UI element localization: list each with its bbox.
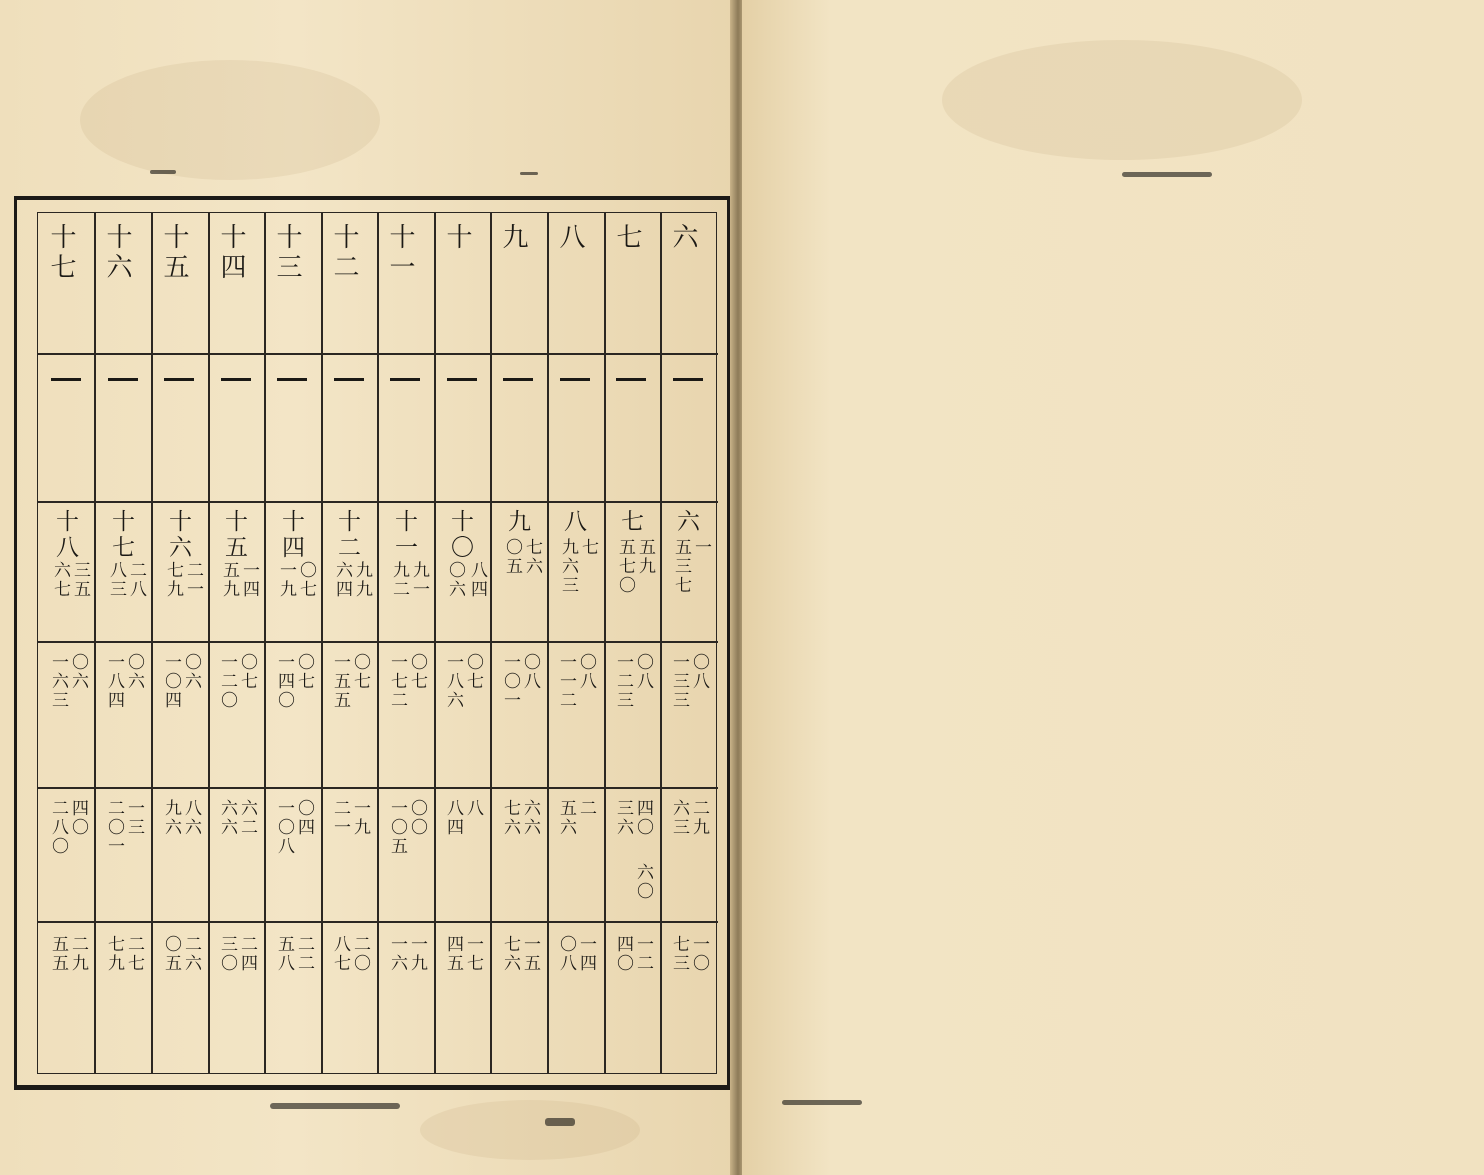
row2-mark	[277, 378, 307, 381]
row3-top: 九	[504, 509, 530, 535]
header-10: 十	[442, 223, 472, 253]
row4-b: 〇八	[689, 653, 709, 691]
header-9: 九	[498, 223, 528, 253]
row4-b: 〇七	[237, 653, 257, 691]
row3-b: 三五	[70, 561, 90, 599]
row3-a: 五九	[219, 561, 239, 599]
row6-b: 二四	[237, 935, 257, 973]
row5-a: 六六	[217, 799, 237, 837]
row3-b: 九九	[352, 561, 372, 599]
row4-b: 〇八	[520, 653, 540, 691]
row4-a: 一七二	[387, 653, 407, 710]
row5-b: 六六	[520, 799, 540, 837]
row6-a: 三〇	[217, 935, 237, 973]
row6-a: 五五	[48, 935, 68, 973]
row5-b: 六二	[237, 799, 257, 837]
row4-a: 一四〇	[274, 653, 294, 710]
header-11: 十一	[385, 223, 415, 283]
row4-a: 一五五	[330, 653, 350, 710]
row3-a: 九二	[389, 561, 409, 599]
row2-mark	[334, 378, 364, 381]
row4-a: 一〇四	[161, 653, 181, 710]
row6-b: 二二	[294, 935, 314, 973]
row5-b: 八	[463, 799, 483, 818]
row2-mark	[447, 378, 477, 381]
row2-mark	[616, 378, 646, 381]
row4-a: 一八六	[443, 653, 463, 710]
row5-a: 六三	[669, 799, 689, 837]
row2-mark	[164, 378, 194, 381]
row2-mark	[108, 378, 138, 381]
row5-a: 八四	[443, 799, 463, 837]
row6-b: 一四	[576, 935, 596, 973]
row4-b: 〇七	[407, 653, 427, 691]
left-table	[37, 212, 717, 1074]
row6-b: 一二	[633, 935, 653, 973]
row3-top: 八	[560, 509, 586, 535]
row3-top: 十一	[391, 509, 417, 561]
row5-b: 一九	[350, 799, 370, 837]
row6-a: 一六	[387, 935, 407, 973]
row2-mark	[503, 378, 533, 381]
row6-a: 八七	[330, 935, 350, 973]
row4-a: 一六三	[48, 653, 68, 710]
row6-b: 二七	[124, 935, 144, 973]
row4-b: 〇八	[633, 653, 653, 691]
row3-a: 五七〇	[615, 538, 635, 595]
row6-a: 〇八	[556, 935, 576, 973]
row4-b: 〇七	[350, 653, 370, 691]
row5-b: 八六	[181, 799, 201, 837]
row4-a: 一一二	[556, 653, 576, 710]
row6-b: 二六	[181, 935, 201, 973]
row5-a: 二一	[330, 799, 350, 837]
row5-b: 四〇	[633, 799, 653, 837]
row5-a: 三六	[613, 799, 633, 837]
row3-top: 十八	[52, 509, 78, 561]
row3-b: 九一	[409, 561, 429, 599]
row5-b: 二	[576, 799, 596, 818]
row3-top: 十五	[221, 509, 247, 561]
row5-extra: 六〇	[633, 863, 653, 901]
row6-b: 一七	[463, 935, 483, 973]
row5-a: 二八〇	[48, 799, 68, 856]
row4-a: 一〇一	[500, 653, 520, 710]
row2-mark	[560, 378, 590, 381]
row6-a: 七六	[500, 935, 520, 973]
row6-a: 四〇	[613, 935, 633, 973]
row5-b: 二九	[689, 799, 709, 837]
header-7: 七	[612, 223, 642, 253]
row5-a: 一〇八	[274, 799, 294, 856]
row5-b: 一三	[124, 799, 144, 837]
row6-a: 〇五	[161, 935, 181, 973]
header-12: 十二	[329, 223, 359, 283]
row3-a: 六七	[50, 561, 70, 599]
row2-mark	[673, 378, 703, 381]
row6-a: 七九	[104, 935, 124, 973]
row6-a: 五八	[274, 935, 294, 973]
row3-b: 八四	[467, 561, 487, 599]
row6-b: 二〇	[350, 935, 370, 973]
row5-a: 五六	[556, 799, 576, 837]
row3-top: 十七	[108, 509, 134, 561]
row2-mark	[221, 378, 251, 381]
row3-a: 〇五	[502, 538, 522, 576]
row3-b: 〇七	[296, 561, 316, 599]
right-page	[742, 0, 1484, 1175]
left-table-frame	[14, 196, 732, 1090]
row3-a: 六四	[332, 561, 352, 599]
row5-b: 〇四	[294, 799, 314, 837]
row4-b: 〇七	[463, 653, 483, 691]
row3-top: 七	[617, 509, 643, 535]
row6-b: 一九	[407, 935, 427, 973]
row6-b: 一五	[520, 935, 540, 973]
row3-a: 〇六	[445, 561, 465, 599]
row4-a: 一八四	[104, 653, 124, 710]
row3-top: 六	[673, 509, 699, 535]
row4-a: 一二〇	[217, 653, 237, 710]
header-17: 十七	[46, 223, 76, 283]
row5-a: 二〇一	[104, 799, 124, 856]
row3-b: 一四	[239, 561, 259, 599]
row3-top: 十〇	[447, 509, 473, 561]
row3-b: 五九	[635, 538, 655, 576]
row3-a: 七九	[163, 561, 183, 599]
row3-top: 十二	[334, 509, 360, 561]
header-15: 十五	[159, 223, 189, 283]
row3-a: 一九	[276, 561, 296, 599]
row4-a: 一二三	[613, 653, 633, 710]
header-8: 八	[555, 223, 585, 253]
row4-b: 〇六	[124, 653, 144, 691]
row2-mark	[390, 378, 420, 381]
row3-a: 五三七	[671, 538, 691, 595]
row3-b: 七	[578, 538, 598, 557]
row6-b: 二九	[68, 935, 88, 973]
row2-mark	[51, 378, 81, 381]
row4-b: 〇七	[294, 653, 314, 691]
row4-b: 〇八	[576, 653, 596, 691]
row3-top: 十四	[278, 509, 304, 561]
row5-a: 一〇五	[387, 799, 407, 856]
row4-b: 〇六	[181, 653, 201, 691]
row5-a: 九六	[161, 799, 181, 837]
row5-a: 七六	[500, 799, 520, 837]
row3-b: 二一	[183, 561, 203, 599]
row4-b: 〇六	[68, 653, 88, 691]
row6-a: 七三	[669, 935, 689, 973]
left-page	[0, 0, 738, 1175]
row3-a: 八三	[106, 561, 126, 599]
header-14: 十四	[216, 223, 246, 283]
row4-a: 一三三	[669, 653, 689, 710]
row5-b: 四〇	[68, 799, 88, 837]
row3-b: 二八	[126, 561, 146, 599]
row6-a: 四五	[443, 935, 463, 973]
row3-b: 七六	[522, 538, 542, 576]
row3-b: 一	[691, 538, 711, 557]
row3-top: 十六	[165, 509, 191, 561]
header-13: 十三	[272, 223, 302, 283]
header-16: 十六	[102, 223, 132, 283]
row5-b: 〇〇	[407, 799, 427, 837]
row6-b: 一〇	[689, 935, 709, 973]
row3-a: 九六三	[558, 538, 578, 595]
header-6: 六	[668, 223, 698, 253]
